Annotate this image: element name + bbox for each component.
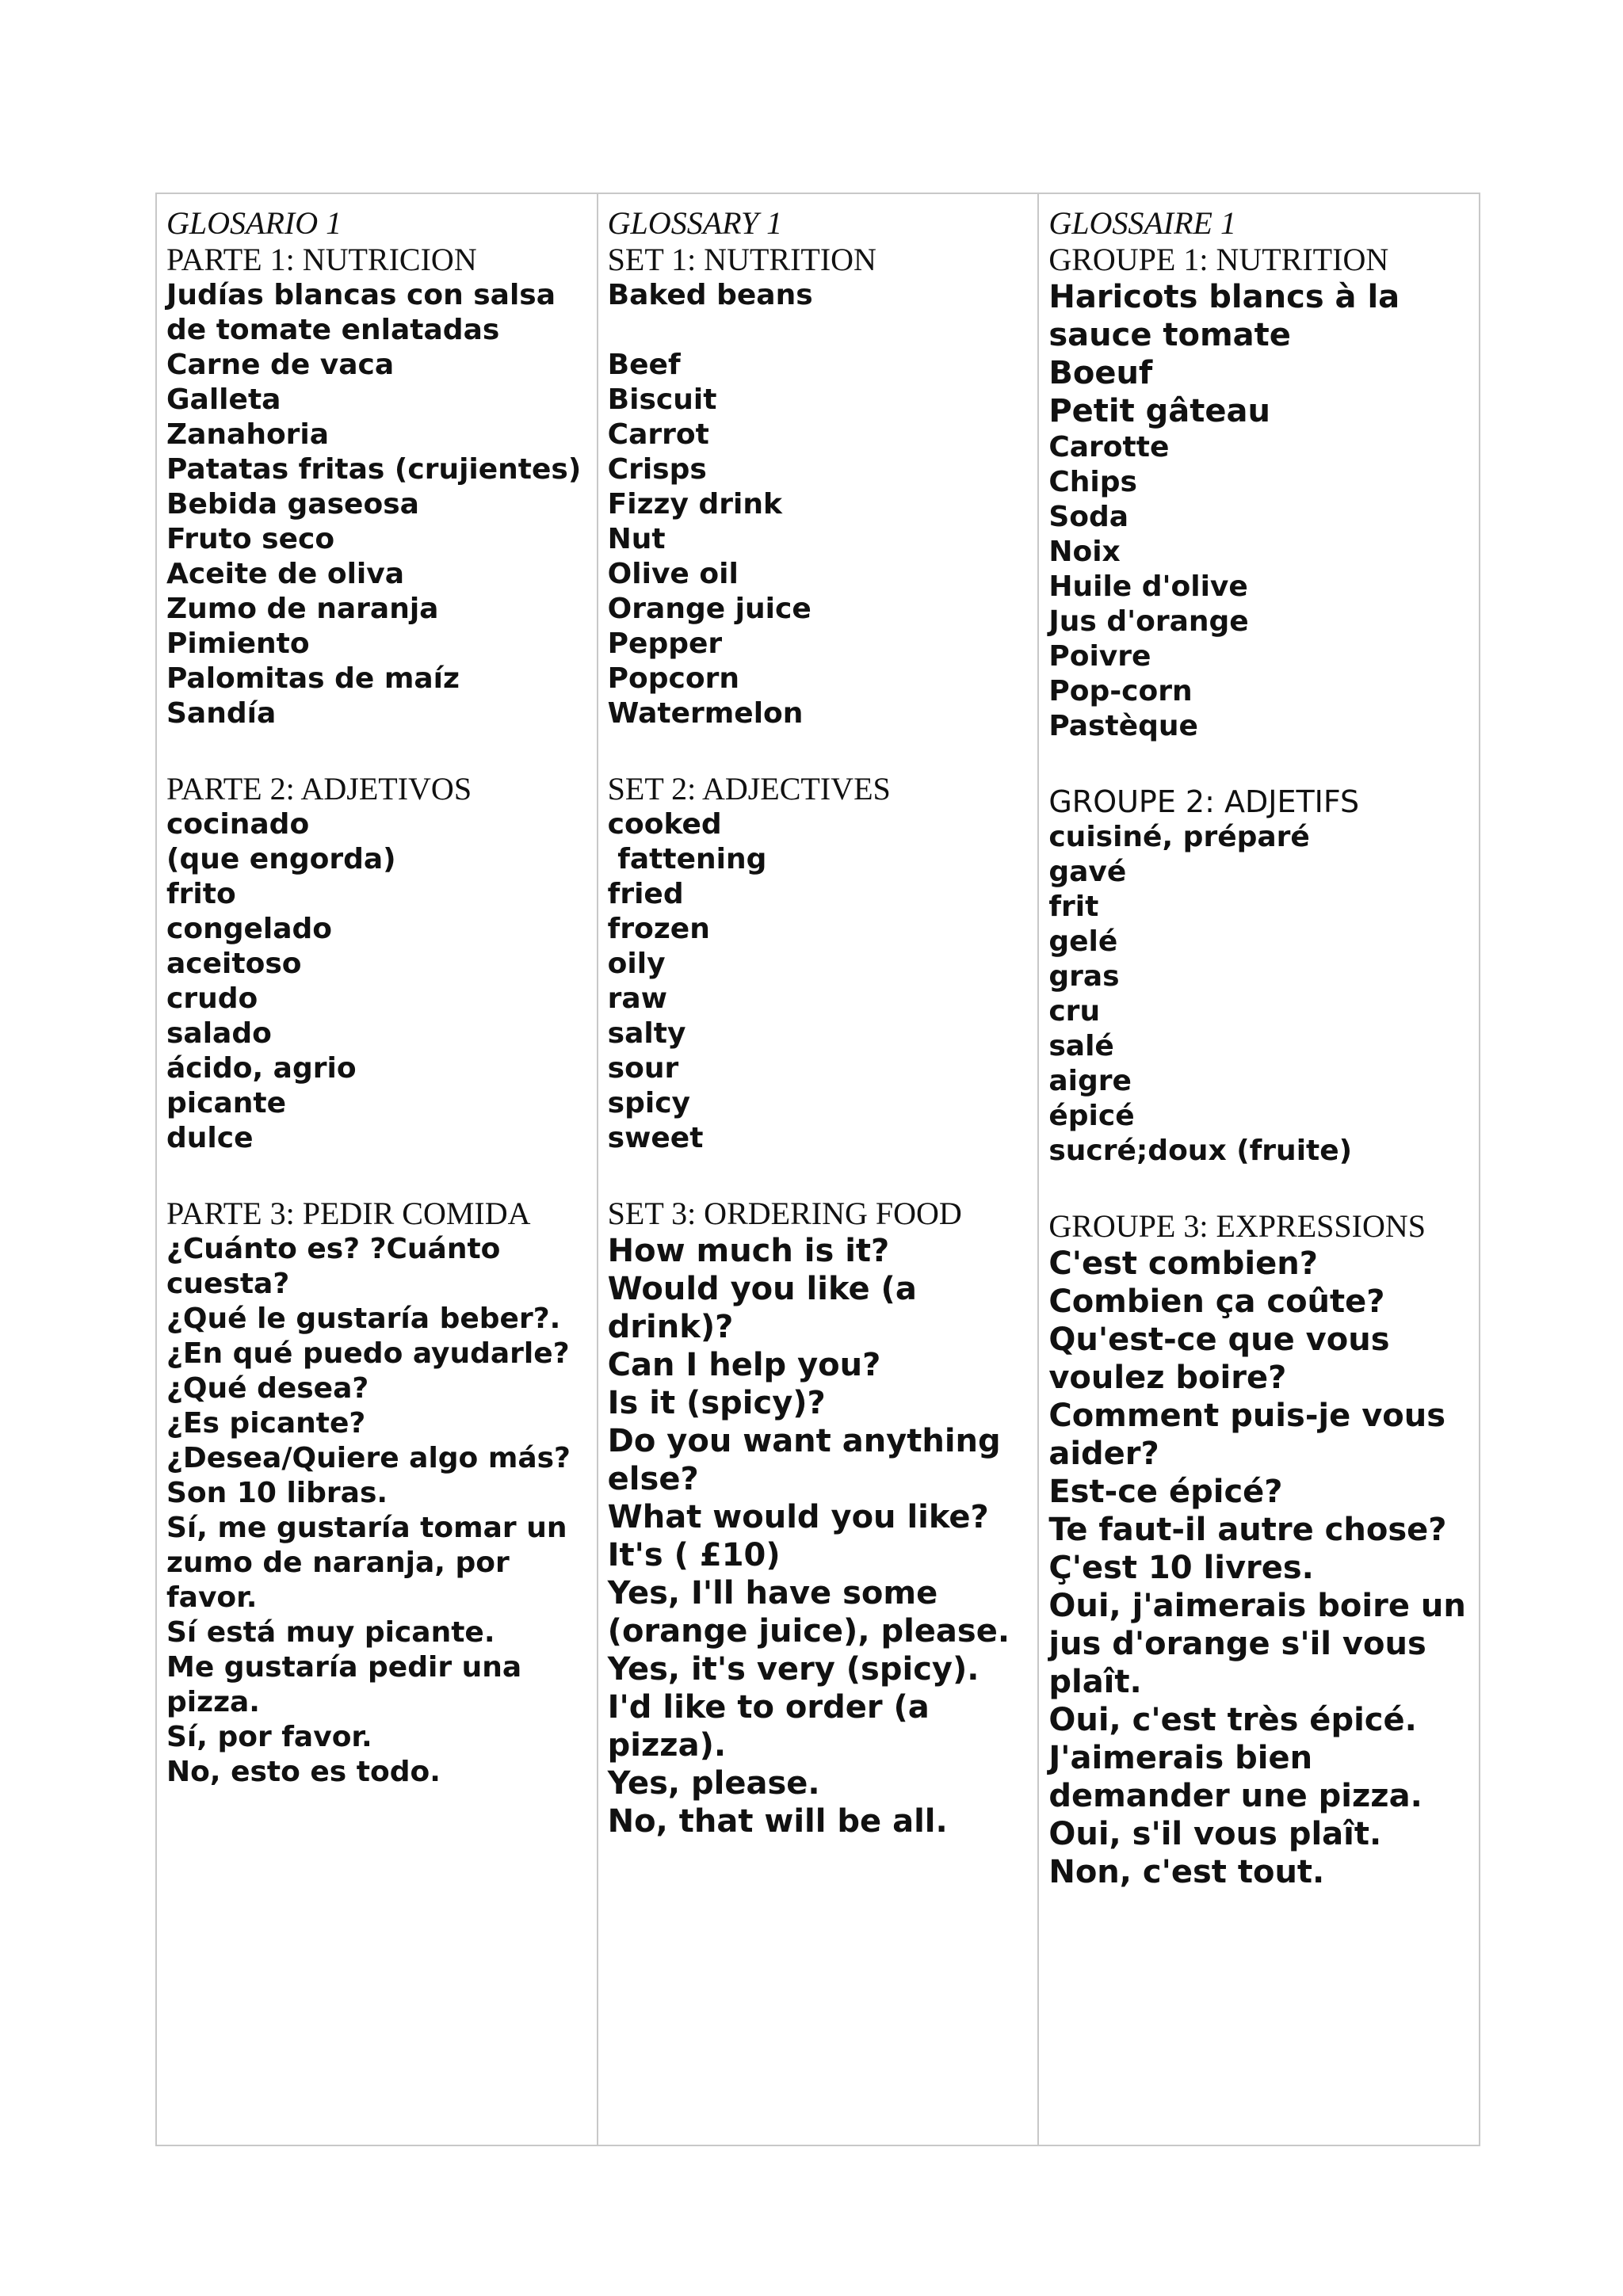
list-item: salé: [1048, 1030, 1114, 1062]
set1-list: [166, 278, 589, 731]
list-item: Aceite de oliva: [166, 558, 405, 590]
list-item: aigre: [1048, 1065, 1132, 1097]
list-item: ¿Qué le gustaría beber?.: [166, 1302, 561, 1335]
list-item: No, esto es todo.: [166, 1756, 441, 1788]
list-item: Crisps: [607, 453, 707, 486]
list-item: congelado: [166, 913, 333, 945]
list-item: Te faut-il autre chose?: [1048, 1512, 1447, 1548]
list-item: Palomitas de maíz: [166, 662, 460, 695]
list-item: Haricots blancs à la sauce tomate: [1048, 279, 1400, 353]
list-item: (que engorda): [166, 843, 396, 875]
list-item: cocinado: [166, 808, 310, 841]
list-item: No, that will be all.: [607, 1803, 948, 1840]
set3-heading: SET 3: ORDERING FOOD: [607, 1196, 962, 1231]
list-item: picante: [166, 1087, 286, 1119]
list-item: Noix: [1048, 536, 1121, 568]
list-item: Would you like (a drink)?: [607, 1271, 917, 1345]
list-item: épicé: [1048, 1100, 1135, 1132]
list-item: Qu'est-ce que vous voulez boire?: [1048, 1322, 1390, 1396]
list-item: Non, c'est tout.: [1048, 1854, 1325, 1890]
list-item: salty: [607, 1017, 686, 1050]
list-item: Poivre: [1048, 640, 1151, 673]
list-item: ¿Desea/Quiere algo más?: [166, 1442, 571, 1474]
list-item: Beef: [607, 349, 681, 381]
column-title: GLOSARIO 1: [166, 205, 342, 241]
list-item: gavé: [1048, 856, 1127, 888]
list-item: fattening: [607, 843, 767, 875]
list-item: How much is it?: [607, 1233, 890, 1269]
list-item: It's ( £10): [607, 1537, 781, 1573]
list-item: Yes, I'll have some (orange juice), please.: [607, 1575, 1010, 1650]
list-item: J'aimerais bien demander une pizza.: [1048, 1740, 1423, 1814]
list-item: Boeuf: [1048, 355, 1153, 391]
list-item: Pop-corn: [1048, 675, 1193, 707]
set2-list: [1048, 820, 1471, 1169]
list-item: Pimiento: [166, 627, 310, 660]
list-item: Fruto seco: [166, 523, 335, 555]
list-item: Soda: [1048, 501, 1129, 533]
set2-list: [166, 807, 589, 1156]
list-item: Carotte: [1048, 431, 1170, 463]
set3-list: [1048, 1245, 1471, 1891]
set1-heading: SET 1: NUTRITION: [607, 242, 876, 277]
list-item: ¿En qué puedo ayudarle?: [166, 1337, 570, 1370]
list-item: Popcorn: [607, 662, 740, 695]
column-title: GLOSSARY 1: [607, 205, 783, 241]
set2-heading: PARTE 2: ADJETIVOS: [166, 771, 472, 807]
list-item: Sí está muy picante.: [166, 1616, 495, 1649]
list-item: ¿Cuánto es? ?Cuánto cuesta?: [166, 1233, 501, 1300]
set1-heading: GROUPE 1: NUTRITION: [1048, 242, 1389, 277]
set3-list: [166, 1232, 589, 1790]
list-item: fried: [607, 878, 684, 910]
list-item: Carrot: [607, 418, 709, 451]
list-item: Bebida gaseosa: [166, 488, 419, 521]
list-item: salado: [166, 1017, 272, 1050]
list-item: cuisiné, préparé: [1048, 821, 1310, 853]
list-item: Patatas fritas (crujientes): [166, 453, 582, 486]
list-item: Baked beans: [607, 279, 813, 311]
set1-list: [1048, 278, 1471, 744]
list-item: ¿Es picante?: [166, 1407, 366, 1440]
list-item: Fizzy drink: [607, 488, 782, 521]
list-item: sweet: [607, 1122, 704, 1154]
list-item: cru: [1048, 995, 1101, 1028]
list-item: Comment puis-je vous aider?: [1048, 1398, 1446, 1472]
list-item: Biscuit: [607, 383, 717, 416]
list-item: I'd like to order (a pizza).: [607, 1689, 930, 1764]
list-item: Sí, me gustaría tomar un zumo de naranja, por favor.: [166, 1512, 567, 1614]
list-item: Me gustaría pedir una pizza.: [166, 1651, 522, 1718]
list-item: Do you want anything else?: [607, 1423, 1001, 1497]
list-item: Watermelon: [607, 697, 804, 730]
list-item: Carne de vaca: [166, 349, 395, 381]
list-item: Zanahoria: [166, 418, 330, 451]
column-title: GLOSSAIRE 1: [1048, 205, 1236, 241]
set2-heading: SET 2: ADJECTIVES: [607, 771, 891, 807]
list-item: Olive oil: [607, 558, 739, 590]
list-item: cooked: [607, 808, 722, 841]
list-item: raw: [607, 982, 667, 1015]
list-item: ¿Qué desea?: [166, 1372, 369, 1405]
list-item: Oui, c'est très épicé.: [1048, 1702, 1417, 1738]
list-item: C'est combien? Combien ça coûte?: [1048, 1245, 1385, 1320]
list-item: What would you like?: [607, 1499, 989, 1535]
list-item: Oui, s'il vous plaît.: [1048, 1816, 1382, 1852]
list-item: Pepper: [607, 627, 723, 660]
set3-heading: GROUPE 3: EXPRESSIONS: [1048, 1208, 1426, 1244]
set2-heading: GROUPE 2: ADJETIFS: [1048, 784, 1360, 819]
list-item: Oui, j'aimerais boire un jus d'orange s'il vous plaît.: [1048, 1588, 1466, 1700]
list-item: Petit gâteau: [1048, 393, 1271, 429]
list-item: crudo: [166, 982, 258, 1015]
list-item: oily: [607, 948, 666, 980]
list-item: gras: [1048, 960, 1120, 993]
spanish-column: [157, 194, 597, 2145]
list-item: Son 10 libras.: [166, 1477, 388, 1509]
list-item: Sandía: [166, 697, 277, 730]
list-item: frit: [1048, 891, 1099, 923]
list-item: spicy: [607, 1087, 691, 1119]
list-item: Zumo de naranja: [166, 593, 439, 625]
list-item: frito: [166, 878, 236, 910]
list-item: Yes, please.: [607, 1765, 820, 1802]
list-item: [608, 313, 1030, 348]
list-item: dulce: [166, 1122, 254, 1154]
list-item: Pastèque: [1048, 710, 1198, 742]
list-item: sucré;doux (fruite): [1048, 1135, 1353, 1167]
list-item: aceitoso: [166, 948, 302, 980]
english-column: [597, 194, 1038, 2145]
set3-list: [608, 1232, 1030, 1840]
list-item: Can I help you?: [607, 1347, 881, 1383]
list-item: Est-ce épicé?: [1048, 1474, 1283, 1510]
list-item: Orange juice: [607, 593, 812, 625]
list-item: frozen: [607, 913, 710, 945]
list-item: Sí, por favor.: [166, 1721, 372, 1753]
list-item: Chips: [1048, 466, 1137, 498]
list-item: Is it (spicy)?: [607, 1385, 826, 1421]
list-item: Huile d'olive: [1048, 570, 1248, 603]
list-item: ácido, agrio: [166, 1052, 357, 1085]
set1-heading: PARTE 1: NUTRICION: [166, 242, 477, 277]
set2-list: [608, 807, 1030, 1156]
list-item: Galleta: [166, 383, 281, 416]
list-item: Nut: [607, 523, 666, 555]
french-column: [1037, 194, 1479, 2145]
set3-heading: PARTE 3: PEDIR COMIDA: [166, 1196, 531, 1231]
list-item: Yes, it's very (spicy).: [607, 1651, 980, 1688]
list-item: sour: [607, 1052, 679, 1085]
list-item: Jus d'orange: [1048, 605, 1249, 638]
list-item: Ç'est 10 livres.: [1048, 1550, 1314, 1586]
list-item: Judías blancas con salsa de tomate enlatadas: [166, 279, 556, 346]
glossary-table: [155, 193, 1480, 2146]
set1-list: [608, 278, 1030, 731]
list-item: gelé: [1048, 925, 1118, 958]
